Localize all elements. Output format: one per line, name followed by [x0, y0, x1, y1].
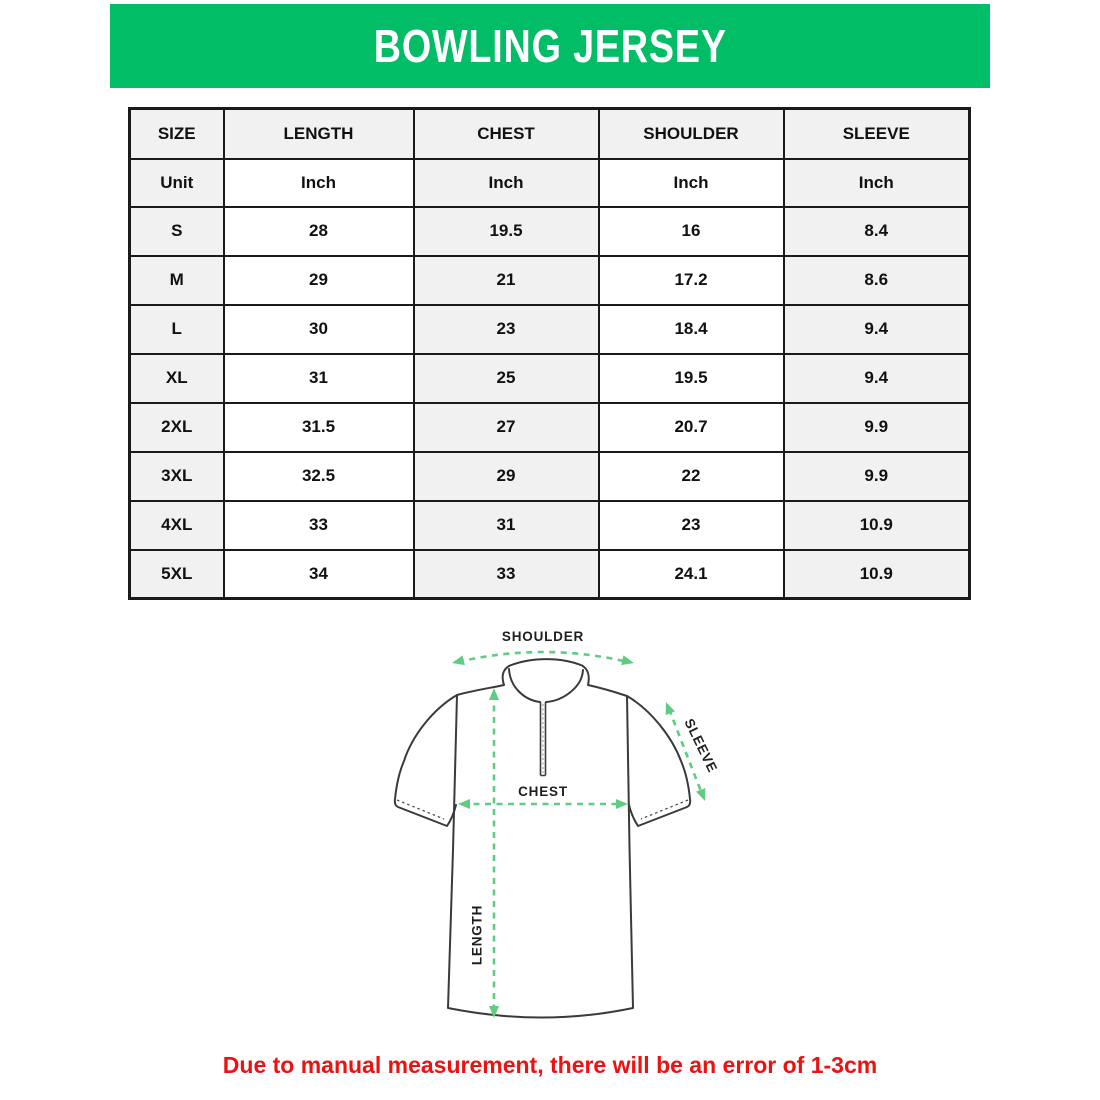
- size-label: 3XL: [130, 452, 224, 501]
- table-cell: 30: [224, 305, 414, 354]
- sleeve-label: SLEEVE: [681, 716, 720, 775]
- table-cell: 16: [599, 207, 784, 256]
- table-cell: 34: [224, 550, 414, 599]
- table-row: [130, 501, 970, 550]
- size-label: S: [130, 207, 224, 256]
- table-row: [130, 354, 970, 403]
- table-cell: 9.4: [784, 354, 970, 403]
- table-cell: 23: [414, 305, 599, 354]
- size-chart: [128, 107, 971, 600]
- table-cell: 23: [599, 501, 784, 550]
- table-cell: 19.5: [599, 354, 784, 403]
- size-label: L: [130, 305, 224, 354]
- table-cell: 31.5: [224, 403, 414, 452]
- size-label: 2XL: [130, 403, 224, 452]
- column-header-chest: CHEST: [414, 109, 599, 159]
- table-cell: Inch: [784, 159, 970, 207]
- size-label: 5XL: [130, 550, 224, 599]
- table-header-row: [130, 109, 970, 159]
- table-cell: 9.4: [784, 305, 970, 354]
- length-label: LENGTH: [469, 904, 485, 966]
- table-cell: 28: [224, 207, 414, 256]
- table-row: [130, 207, 970, 256]
- table-cell: 33: [414, 550, 599, 599]
- collar-inner-right: [546, 670, 583, 702]
- table-cell: 10.9: [784, 501, 970, 550]
- table-row: [130, 305, 970, 354]
- table-cell: 33: [224, 501, 414, 550]
- table-cell: Inch: [414, 159, 599, 207]
- table-cell: 27: [414, 403, 599, 452]
- arrowhead: [621, 655, 635, 667]
- shoulder-label: SHOULDER: [501, 629, 585, 644]
- jersey-diagram: [385, 616, 720, 1061]
- arrowhead: [661, 700, 675, 715]
- measurement-note: Due to manual measurement, there will be an error of 1-3cm: [222, 1052, 878, 1078]
- table-cell: 29: [414, 452, 599, 501]
- table-row: [130, 403, 970, 452]
- arrowhead: [451, 655, 465, 667]
- arrowhead: [696, 788, 710, 803]
- table-cell: 19.5: [414, 207, 599, 256]
- table-row: [130, 550, 970, 599]
- jersey-collar-outline: [457, 659, 627, 696]
- table-cell: 9.9: [784, 403, 970, 452]
- column-header-sleeve: SLEEVE: [784, 109, 970, 159]
- table-cell: 18.4: [599, 305, 784, 354]
- table-cell: 21: [414, 256, 599, 305]
- table-cell: 31: [414, 501, 599, 550]
- table-row: [130, 256, 970, 305]
- table-cell: Inch: [224, 159, 414, 207]
- column-header-length: LENGTH: [224, 109, 414, 159]
- table-cell: 9.9: [784, 452, 970, 501]
- table-cell: Inch: [599, 159, 784, 207]
- table-cell: 29: [224, 256, 414, 305]
- collar-inner-left: [509, 669, 540, 702]
- arrowhead: [458, 799, 470, 809]
- jersey-right-sleeve: [627, 696, 690, 826]
- table-cell: 22: [599, 452, 784, 501]
- page-title: BOWLING JERSEY: [373, 20, 727, 72]
- jersey-left-sleeve: [395, 695, 457, 826]
- table-cell: 24.1: [599, 550, 784, 599]
- table-cell: 8.6: [784, 256, 970, 305]
- table-cell: 25: [414, 354, 599, 403]
- table-cell: 10.9: [784, 550, 970, 599]
- table-cell: 31: [224, 354, 414, 403]
- unit-row: [130, 159, 970, 207]
- size-chart-table: [128, 107, 971, 600]
- table-cell: 8.4: [784, 207, 970, 256]
- size-label: XL: [130, 354, 224, 403]
- table-row: [130, 452, 970, 501]
- column-header-shoulder: SHOULDER: [599, 109, 784, 159]
- chest-label: CHEST: [518, 784, 568, 799]
- table-cell: 20.7: [599, 403, 784, 452]
- arrowhead: [489, 688, 499, 700]
- table-cell: 17.2: [599, 256, 784, 305]
- title-banner: [110, 4, 990, 88]
- table-cell: 32.5: [224, 452, 414, 501]
- arrowhead: [616, 799, 628, 809]
- size-label: M: [130, 256, 224, 305]
- column-header-size: SIZE: [130, 109, 224, 159]
- shoulder-arrow: [458, 652, 628, 662]
- unit-label: Unit: [130, 159, 224, 207]
- size-label: 4XL: [130, 501, 224, 550]
